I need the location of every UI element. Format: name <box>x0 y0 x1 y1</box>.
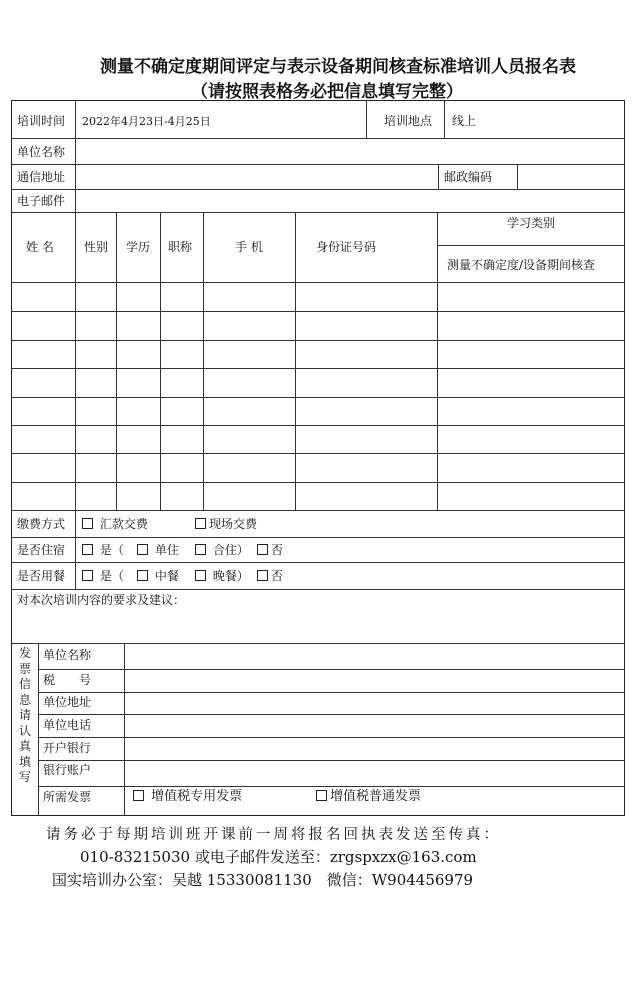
checkbox-icon <box>137 570 148 581</box>
payment-onsite-option[interactable]: 现场交费 <box>195 517 257 531</box>
checkbox-icon <box>82 570 93 581</box>
grid-line <box>38 643 39 816</box>
grid-line <box>437 212 438 510</box>
grid-line <box>11 138 625 139</box>
col-education: 学历 <box>126 240 151 254</box>
email-label: 电子邮件 <box>17 194 66 208</box>
checkbox-icon <box>82 544 93 555</box>
grid-line <box>116 212 117 510</box>
grid-line <box>11 282 625 283</box>
grid-line <box>11 482 625 483</box>
grid-line <box>11 562 625 563</box>
grid-line <box>11 425 625 426</box>
checkbox-icon <box>257 544 268 555</box>
grid-line <box>160 212 161 510</box>
invoice-normal-option[interactable]: 增值税普通发票 <box>316 790 421 804</box>
training-time-value[interactable]: 2022年4月23日-4月25日 <box>82 115 211 128</box>
training-time-label: 培训时间 <box>17 114 66 128</box>
payment-transfer-option[interactable]: 汇款交费 <box>82 517 148 531</box>
grid-line <box>11 368 625 369</box>
grid-line <box>11 397 625 398</box>
lodging-label: 是否住宿 <box>17 543 66 557</box>
postcode-label: 邮政编码 <box>444 170 493 184</box>
meal-label: 是否用餐 <box>17 569 66 583</box>
meal-dinner-option[interactable]: 晚餐） <box>195 569 249 583</box>
payment-label: 缴费方式 <box>17 517 66 531</box>
invoice-special-option[interactable]: 增值税专用发票 <box>133 790 242 804</box>
lodging-yes-option[interactable]: 是（ <box>82 543 124 557</box>
form-subtitle: （请按照表格务必把信息填写完整） <box>191 82 463 102</box>
checkbox-icon <box>133 790 144 801</box>
grid-line <box>437 245 625 246</box>
grid-line <box>75 510 76 589</box>
grid-line <box>11 340 625 341</box>
col-id-number: 身份证号码 <box>316 240 377 254</box>
invoice-unit-address-label: 单位地址 <box>43 695 92 709</box>
grid-line <box>11 453 625 454</box>
col-gender: 性别 <box>84 240 109 254</box>
invoice-unit-phone-label: 单位电话 <box>43 718 92 732</box>
grid-line <box>11 311 625 312</box>
meal-no-option[interactable]: 否 <box>257 569 283 583</box>
invoice-account-label: 银行账户 <box>43 763 92 777</box>
col-category: 学习类别 <box>507 216 556 230</box>
meal-yes-option[interactable]: 是（ <box>82 569 124 583</box>
grid-line <box>75 100 76 510</box>
grid-line <box>38 786 625 787</box>
checkbox-icon <box>316 790 327 801</box>
suggestion-label: 对本次培训内容的要求及建议： <box>17 593 186 607</box>
address-label: 通信地址 <box>17 170 66 184</box>
grid-line <box>295 212 296 510</box>
grid-line <box>438 164 439 189</box>
checkbox-icon <box>195 518 206 529</box>
grid-line <box>444 100 445 138</box>
grid-line <box>11 189 625 190</box>
training-place-label: 培训地点 <box>384 114 433 128</box>
grid-line <box>38 760 625 761</box>
lodging-no-option[interactable]: 否 <box>257 543 283 557</box>
unit-name-label: 单位名称 <box>17 145 66 159</box>
grid-line <box>11 164 625 165</box>
grid-line <box>124 643 125 816</box>
checkbox-icon <box>195 544 206 555</box>
invoice-unit-name-label: 单位名称 <box>43 648 92 662</box>
checkbox-icon <box>82 518 93 529</box>
footer-contact-fax-email: 010-83215030 或电子邮件发送至：zrgspxzx@163.com <box>80 848 477 866</box>
grid-line <box>38 692 625 693</box>
training-place-value[interactable]: 线上 <box>452 114 477 128</box>
grid-line <box>38 737 625 738</box>
grid-line <box>11 643 625 644</box>
col-category-sub: 测量不确定度/设备期间核查 <box>447 258 596 272</box>
grid-line <box>203 212 204 510</box>
lodging-single-option[interactable]: 单住 <box>137 543 179 557</box>
grid-line <box>11 589 625 590</box>
footer-instruction: 请务必于每期培训班开课前一周将报名回执表发送至传真： <box>46 827 501 843</box>
footer-office-contact: 国实培训办公室：吴越 15330081130 微信：W904456979 <box>52 871 474 889</box>
grid-line <box>11 212 625 213</box>
meal-lunch-option[interactable]: 中餐 <box>137 569 179 583</box>
invoice-side-label: 发票信息请认真填写 <box>18 646 31 784</box>
grid-line <box>38 714 625 715</box>
invoice-bank-label: 开户银行 <box>43 741 92 755</box>
grid-line <box>517 164 518 189</box>
checkbox-icon <box>257 570 268 581</box>
checkbox-icon <box>137 544 148 555</box>
grid-line <box>11 510 625 511</box>
grid-line <box>11 537 625 538</box>
registration-form-table <box>11 100 625 816</box>
invoice-tax-number-label: 税 号 <box>43 673 92 687</box>
grid-line <box>38 669 625 670</box>
checkbox-icon <box>195 570 206 581</box>
col-phone: 手 机 <box>235 240 263 254</box>
col-name: 姓 名 <box>26 240 54 254</box>
grid-line <box>366 100 367 138</box>
form-title: 测量不确定度期间评定与表示设备期间核查标准培训人员报名表 <box>100 57 576 77</box>
lodging-shared-option[interactable]: 合住） <box>195 543 249 557</box>
col-title: 职称 <box>168 240 193 254</box>
invoice-type-label: 所需发票 <box>43 790 92 804</box>
